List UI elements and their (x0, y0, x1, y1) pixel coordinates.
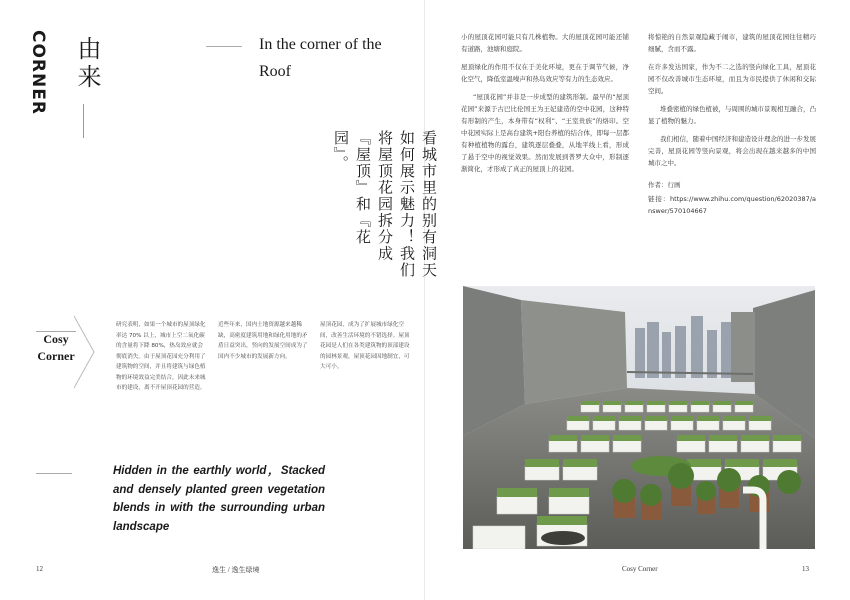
chinese-heading: 由来 (73, 36, 101, 92)
paragraph: 堆叠密植的绿色植被，与周围的城市景观相互融合，凸显了植物的魅力。 (648, 105, 816, 125)
article-title: In the corner of the Roof (259, 36, 382, 80)
source-link[interactable]: 链接：https://www.zhihu.com/question/62020387/answer/570104667 (648, 195, 816, 215)
body-column-1: 研究表明，如果一个城市的屋顶绿化率达 70% 以上，城市上空二氧化碳的含量将下降 80%，热岛效应就会彻底消失。由于屋顶花园充分利用了建筑物的空间，并且将建筑与绿色植物的环境效益完美结合，因此未来城市的建设，离不开屋顶花园的营造。 (116, 322, 206, 391)
page-number-right: 13 (802, 565, 809, 573)
paragraph: 小的屋顶花园可能只有几株植物。大的屋顶花园可能还铺有道路，池塘和庭院。 (461, 33, 629, 53)
paragraph: 在许多发达国家，作为不二之选的竖向绿化工具，屋顶花园不仅改善城市生态环境，而且为市民提供了休闲和交际空间。 (648, 63, 816, 95)
rooftop-garden-photo (463, 286, 815, 549)
right-column-b (648, 31, 816, 223)
chevron-right-icon (72, 314, 98, 390)
corner-vertical-label: CORNER (28, 30, 48, 115)
footer-right: Cosy Corner (622, 565, 658, 573)
rooftop-photo-illustration (463, 286, 815, 549)
body-column-3: 屋顶花园，成为了扩展城市绿化空间，改善生活环境的不错选择。屋顶花园是人们在各类建筑物的顶部建设的园林景观，屋顶花园因地制宜，可大可小。 (320, 322, 410, 370)
vertical-intro-text: 看城市里的别有洞天如何展示魅力！我们将屋顶花园拆分成『屋顶』和『花园』。 (332, 130, 438, 279)
vertical-rule (83, 104, 84, 138)
paragraph: 我们相信，随着中国经济和建造设计理念的进一步发展完善，屋顶花园等竖向景观，将会出现在越来越多的中国城市之中。 (648, 135, 816, 167)
page-gutter (424, 0, 425, 600)
right-column-a (461, 31, 629, 181)
paragraph: 将惊艳的自然景观隐藏于闹市，建筑的屋顶花园往往精巧细腻，含而不露。 (648, 33, 816, 53)
cosy-corner-label: Cosy Corner (37, 332, 75, 363)
title-rule (206, 46, 242, 47)
paragraph: 屋顶绿化的作用不仅在于美化环境，更在于调节气候，净化空气，降低室温噪声和热岛效应等有力的生态效应。 (461, 63, 629, 83)
cosy-rule-bottom (36, 473, 72, 474)
body-column-2: 近些年来，国内土地资源越来越稀缺，高密度建筑用地和绿化用地的矛盾日益突出，竖向的发展空间成为了国内不少城市的发展新方向。 (218, 322, 308, 360)
author-credit: 作者：行画 (648, 181, 681, 189)
pull-quote: Hidden in the earthly world，Stacked and densely planted green vegetation blends in with the surrounding urban landscape (113, 465, 325, 533)
paragraph: “屋顶花园”并非是一步成型的建筑形制。最早的“屋顶花园”来源于古巴比伦国王为王妃建造的空中花园，这种特有形制的产生，本身带有“权利”、“王室贵族”的烙印。空中花园实际上是高台建筑+阳台养植的结合体，即每一层都有种植植物的露台，建筑逐层叠叠，从地平线上看，形成了悬于空中的视觉效果。然而发展到普罗大众中，形制逐渐简化，才形成了真正的屋顶上的花园。 (461, 93, 629, 173)
footer-left: 逸生 / 逸生绿境 (212, 566, 260, 574)
page-number-left: 12 (36, 565, 43, 573)
